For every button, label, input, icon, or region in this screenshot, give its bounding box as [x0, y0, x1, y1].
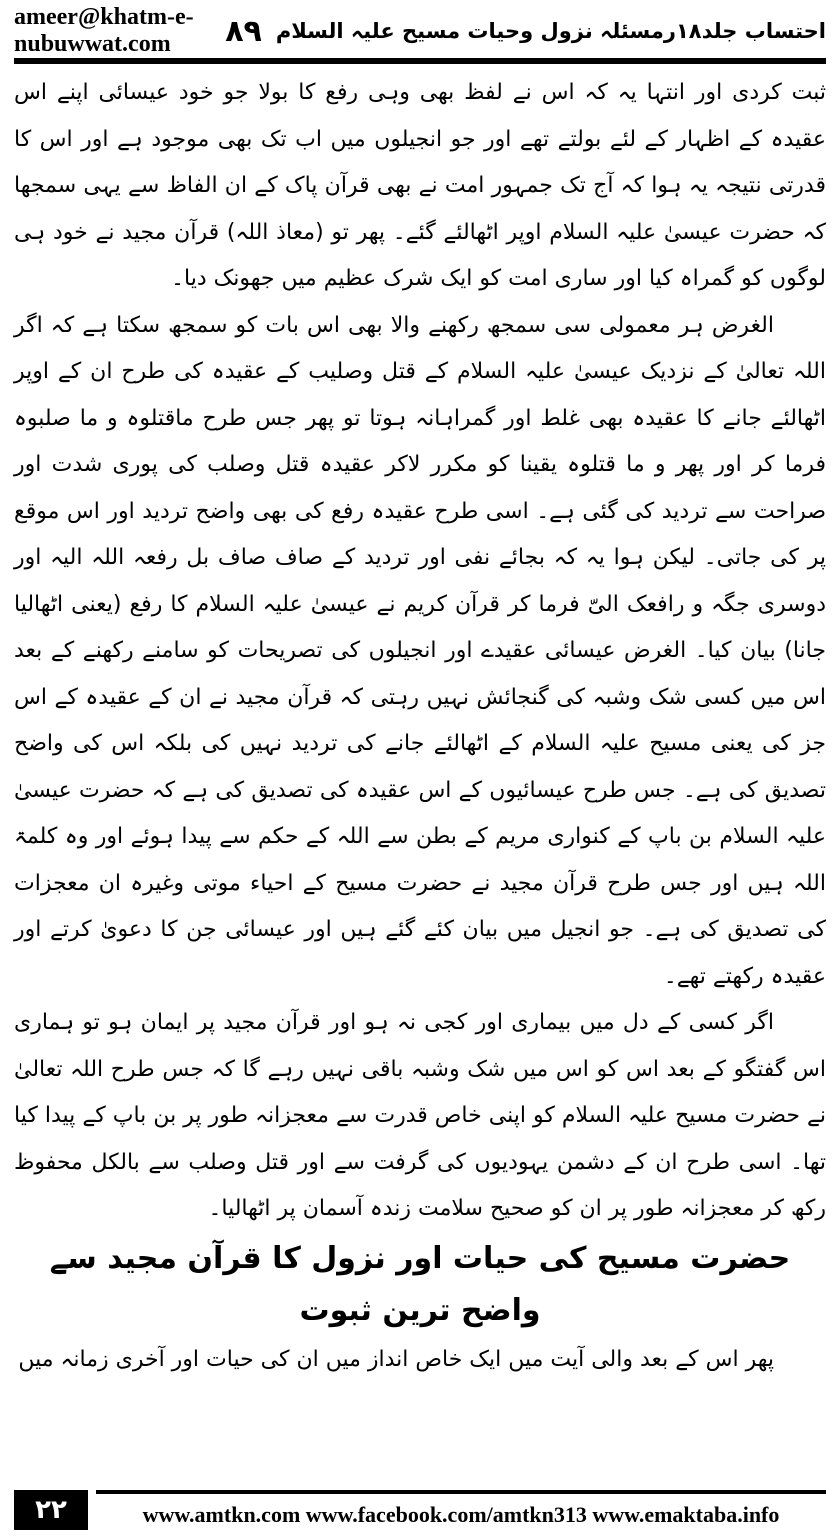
footer-rule — [96, 1490, 826, 1494]
page-header — [14, 6, 826, 56]
header-title-group — [225, 14, 826, 49]
page-footer — [14, 1486, 826, 1534]
footer-links-area — [96, 1490, 826, 1530]
header-email[interactable]: ameer@khatm-e-nubuwwat.com — [14, 4, 194, 57]
header-title: احتساب جلد۱۸رمسئلہ نزول وحیات مسیح علیہ السلام — [275, 19, 826, 43]
paragraph-2: الغرض ہر معمولی سی سمجھ رکھنے والا بھی اس بات کو سمجھ سکتا ہے کہ اگر اللہ تعالیٰ کے نزدیک عیسیٰ علیہ السلام کے قتل وصلیب کے عقیدہ کی طرح ان کے اوپر اٹھالئے جانے کا عقیدہ بھی غلط اور گمراہانہ ہوتا تو پھر جس طرح ماقتلوہ و ما صلبوہ فرما کر اور پھر و ما قتلوہ یقینا کو مکرر لاکر عقیدہ قتل وصلب کی پوری شدت اور صراحت سے تردید کی گئی ہے۔ اسی طرح عقیدہ رفع کی بھی واضح تردید اور اس موقع پر کی جاتی۔ لیکن ہوا یہ کہ بجائے نفی اور تردید کے صاف صاف بل رفعہ اللہ الیہ اور دوسری جگہ و رافعک الیّ فرما کر قرآن کریم نے عیسیٰ علیہ السلام کا رفع (یعنی اٹھالیا جانا) بیان کیا۔ الغرض عیسائی عقیدے اور انجیلوں کی تصریحات کو سامنے رکھنے کے بعد اس میں کسی شک وشبہ کی گنجائش نہیں رہتی کہ قرآن مجید نے ان کے عقیدہ کے اس جز کی یعنی مسیح علیہ السلام کے اٹھالئے جانے کی تردید نہیں کی بلکہ اس کی واضح تصدیق کی ہے۔ جس طرح عیسائیوں کے اس عقیدہ کی تصدیق کی ہے کہ حضرت عیسیٰ علیہ السلام بن باپ کے کنواری مریم کے بطن سے اللہ کے حکم سے پیدا ہوئے اور وہ کلمۃ اللہ ہیں اور جس طرح قرآن مجید نے حضرت مسیح کے احیاء موتی وغیرہ ان معجزات کی تصدیق کی ہے۔ جو انجیل میں بیان کئے گئے ہیں اور عیسائی جن کا دعویٰ کرتے اور عقیدہ رکھتے تھے۔ — [14, 312, 826, 989]
footer-links[interactable]: www.amtkn.com www.facebook.com/amtkn313 www.emaktaba.info — [142, 1502, 780, 1527]
body-text — [14, 70, 826, 1383]
paragraph-4: پھر اس کے بعد والی آیت میں ایک خاص انداز میں ان کی حیات اور آخری زمانہ میں — [18, 1346, 774, 1372]
header-rule — [14, 58, 826, 64]
paragraph-3: اگر کسی کے دل میں بیماری اور کجی نہ ہو اور قرآن مجید پر ایمان ہو تو ہماری اس گفتگو کے بعد اس کو اس میں شک وشبہ باقی نہیں رہے گا کہ جس طرح اللہ تعالیٰ نے حضرت مسیح علیہ السلام کو اپنی خاص قدرت سے معجزانہ طور پر بن باپ کے پیدا کیا تھا۔ اسی طرح ان کے دشمن یہودیوں کی گرفت سے اور قتل وصلب سے بالکل محفوظ رکھ کر معجزانہ طور پر ان کو صحیح سلامت زندہ آسمان پر اٹھالیا۔ — [14, 1010, 826, 1221]
section-heading: حضرت مسیح کی حیات اور نزول کا قرآن مجید سے واضح ترین ثبوت — [49, 1240, 791, 1328]
paragraph-1: ثبت کردی اور انتہا یہ کہ اس نے لفظ بھی وہی رفع کا بولا جو خود عیسائی اپنے اس عقیدہ کے اظہار کے لئے بولتے تھے اور جو انجیلوں میں اب تک بھی موجود ہے اور اس کا قدرتی نتیجہ یہ ہوا کہ آج تک جمہور امت نے بھی قرآن پاک کے ان الفاظ سے یہی سمجھا کہ حضرت عیسیٰ علیہ السلام اوپر اٹھالئے گئے۔ پھر تو (معاذ اللہ) قرآن مجید نے خود ہی لوگوں کو گمراہ کیا اور ساری امت کو ایک شرک عظیم میں جھونک دیا۔ — [14, 80, 826, 291]
header-page-number: ۸۹ — [225, 13, 262, 49]
footer-page-number: ۲۲ — [14, 1490, 88, 1530]
